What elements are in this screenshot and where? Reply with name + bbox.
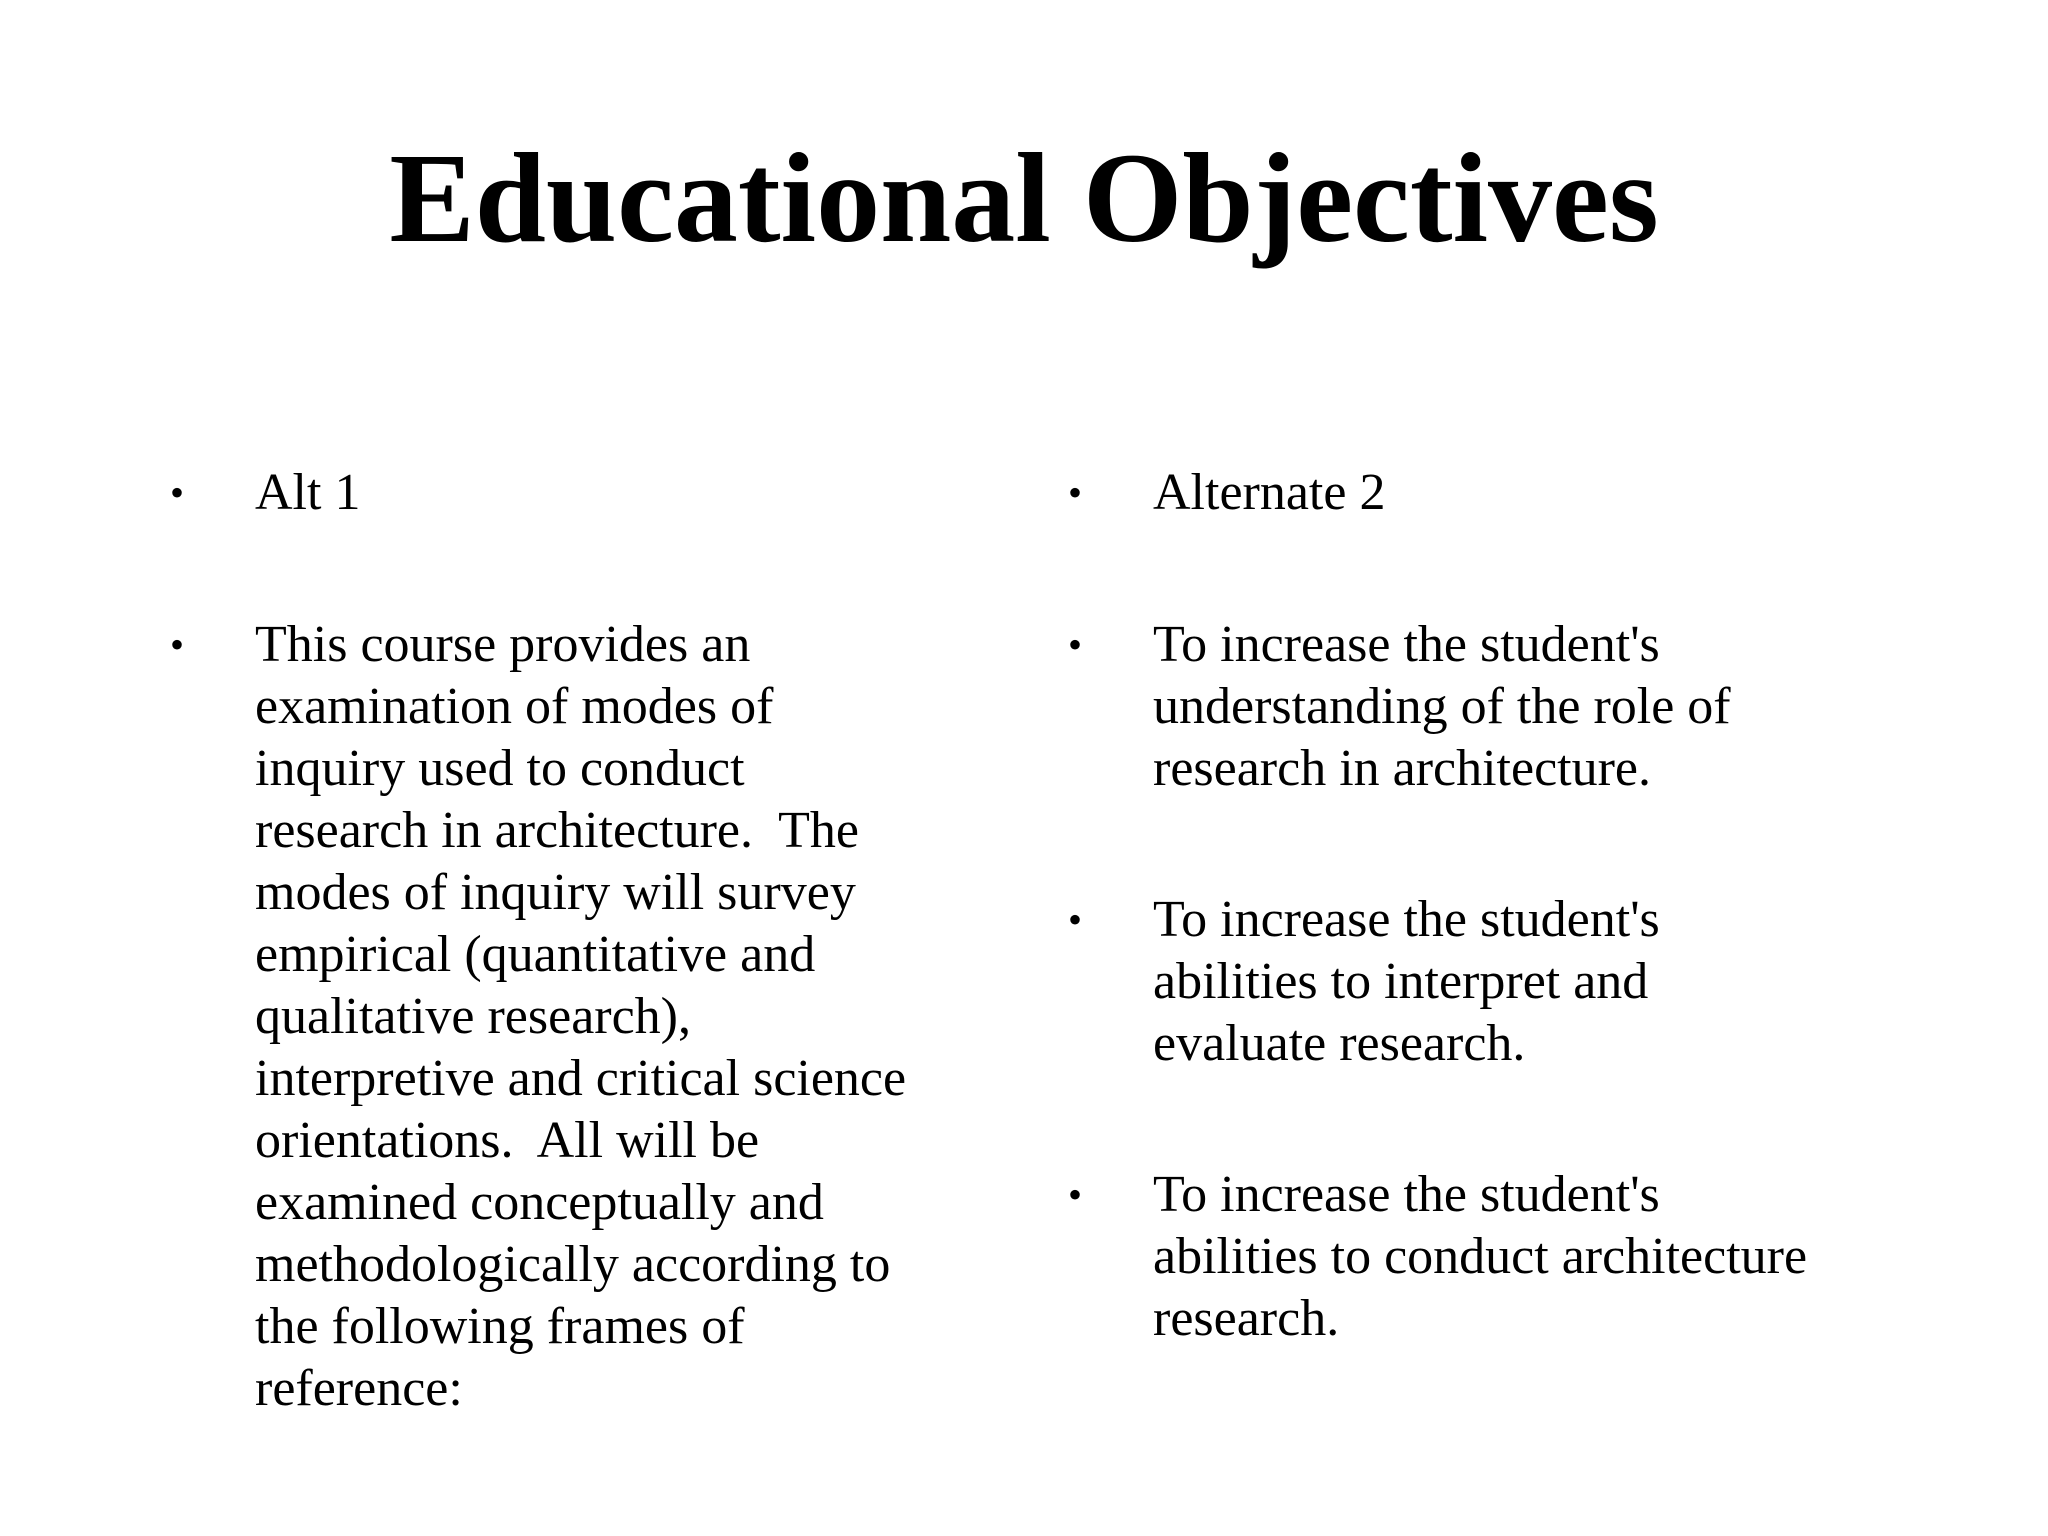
bullet-text: Alt 1 [255,464,361,521]
bullet-text: To increase the student's understanding of the role of research in architecture. [1153,616,1731,797]
bullet-item-alt-1 [170,462,1010,524]
bullet-text: This course provides an examination of modes of inquiry used to conduct research in architecture. The modes of inquiry will survey empirical (quantitative and qualitative research), interpretive and critical science orientations. All will be examined conceptually and methodologically according to the following frames of reference: [255,616,907,1417]
bullet-item-alternate-2 [1068,462,1928,524]
bullet-icon: • [1068,622,1083,667]
bullet-text: To increase the student's abilities to conduct architecture research. [1153,1166,1808,1347]
bullet-item-course-description [170,614,1010,1420]
left-bullet-list [170,462,1010,1420]
bullet-icon: • [1068,470,1083,515]
bullet-icon: • [1068,897,1083,942]
right-bullet-list [1068,462,1928,1350]
bullet-text: Alternate 2 [1153,464,1386,521]
bullet-icon: • [1068,1172,1083,1217]
bullet-item-objective-interpret [1068,889,1928,1075]
bullet-text: To increase the student's abilities to interpret and evaluate research. [1153,891,1660,1072]
bullet-item-objective-understanding [1068,614,1928,800]
bullet-icon: • [170,470,185,515]
slide-title: Educational Objectives [389,127,1659,269]
bullet-item-objective-conduct [1068,1164,1928,1350]
bullet-icon: • [170,622,185,667]
